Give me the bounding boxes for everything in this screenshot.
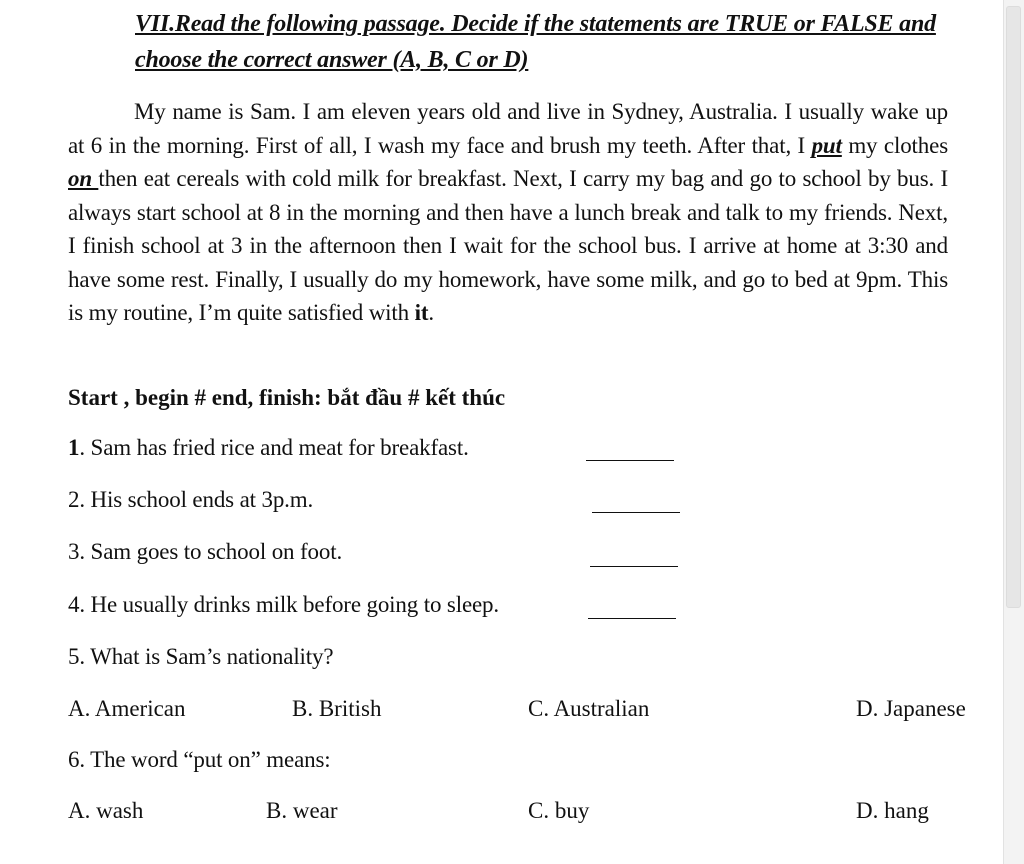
- question-5: [68, 641, 333, 673]
- q6-option-d[interactable]: D. hang: [856, 798, 929, 823]
- bold-word-it: it: [414, 300, 429, 325]
- question-number: 1: [68, 435, 80, 460]
- question-number: 4: [68, 592, 80, 617]
- question-4: [68, 589, 499, 621]
- q5-option-c[interactable]: C. Australian: [528, 696, 650, 721]
- answer-blank-1[interactable]: [586, 460, 674, 461]
- question-text: . What is Sam’s nationality?: [79, 644, 334, 669]
- q6-option-b[interactable]: B. wear: [266, 798, 338, 823]
- answer-blank-4[interactable]: [588, 618, 676, 619]
- answer-blank-3[interactable]: [590, 566, 678, 567]
- underlined-word-on: on: [68, 166, 99, 191]
- q6-option-a[interactable]: A. wash: [68, 798, 144, 823]
- passage-text-2: my clothes: [841, 132, 949, 158]
- exercise-heading: [135, 6, 1015, 78]
- passage-end: .: [428, 300, 434, 325]
- q5-option-d[interactable]: D. Japanese: [856, 696, 966, 721]
- question-text: . His school ends at 3p.m.: [79, 487, 314, 512]
- answer-blank-2[interactable]: [592, 512, 680, 513]
- vocabulary-note: Start , begin # end, finish: bắt đầu # kết thúc: [68, 385, 506, 410]
- underlined-word-put: put: [811, 132, 842, 158]
- q5-option-b[interactable]: B. British: [292, 696, 382, 721]
- question-text: . The word “put on” means:: [79, 747, 331, 772]
- question-number: 6: [68, 747, 80, 772]
- question-number: 2: [68, 487, 80, 512]
- question-1: [68, 432, 469, 464]
- heading-line-1: VII.Read the following passage. Decide if the statements are TRUE or FALSE and: [135, 11, 936, 37]
- scrollbar-thumb[interactable]: [1006, 6, 1021, 608]
- reading-passage: [68, 95, 948, 330]
- q5-option-a[interactable]: A. American: [68, 696, 186, 721]
- question-3: [68, 536, 342, 568]
- vertical-scrollbar[interactable]: [1003, 0, 1024, 864]
- question-text: . Sam goes to school on foot.: [79, 539, 343, 564]
- passage-text-1: My name is Sam. I am eleven years old and live in Sydney, Australia. I usually wake up at 6 in the morning. First of all, I wash my face and brush my teeth. After that, I: [68, 99, 948, 158]
- question-number: 5: [68, 644, 80, 669]
- passage-text-3: then eat cereals with cold milk for breakfast. Next, I carry my bag and go to school by bus. I always start school at 8 in the morning and then have a lunch break and talk to my friends. Next, I finish school at 3 in the afternoon then I wait for the school bus. I arrive at home at 3:30 and have some rest. Finally, I usually do my homework, have some milk, and go to bed at 9pm. This is my routine, I’m quite satisfied with: [68, 166, 948, 325]
- heading-line-2: choose the correct answer (A, B, C or D): [135, 47, 529, 73]
- question-text: . Sam has fried rice and meat for breakfast.: [79, 435, 469, 460]
- question-number: 3: [68, 539, 80, 564]
- q6-option-c[interactable]: C. buy: [528, 798, 590, 823]
- question-6: [68, 744, 331, 776]
- question-text: . He usually drinks milk before going to sleep.: [79, 592, 500, 617]
- question-2: [68, 484, 313, 516]
